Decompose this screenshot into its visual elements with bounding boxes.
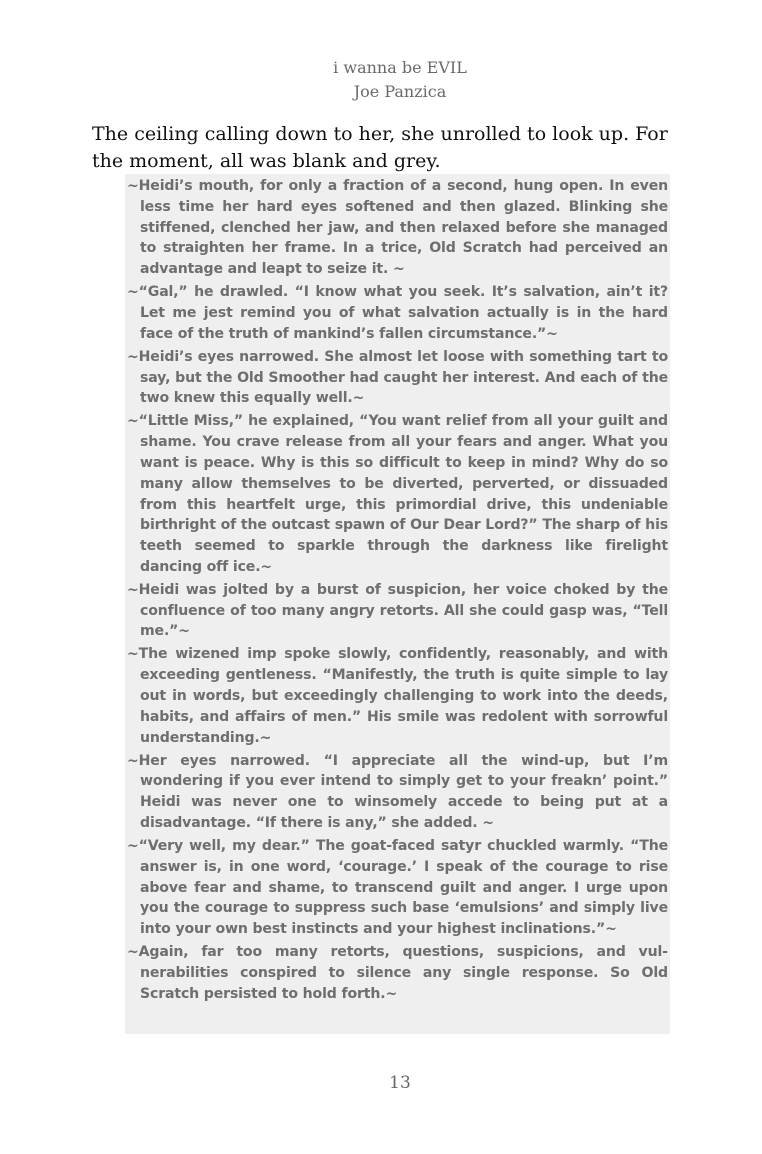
dialogue-block (125, 174, 670, 1034)
page-number: 13 (389, 1073, 411, 1093)
dialogue-paragraph: ~Again, far too many retorts, questions, suspicions, and vulnerabilities conspired to silence any single response. So Old Scratch persisted to hold forth.~ (127, 944, 668, 1002)
dialogue-paragraph: ~Heidi’s mouth, for only a fraction of a second, hung open. In even less time her hard eyes softened and then glazed. Blinking she stiffened, clenched her jaw, and then relaxed before she managed to straighten her frame. In a trice, Old Scratch had perceived an advantage and leapt to seize it. ~ (127, 178, 668, 278)
intro-paragraph: The ceiling calling down to her, she unrolled to look up. For the moment, all was blank and grey. (92, 123, 668, 172)
dialogue-paragraph: ~Heidi’s eyes narrowed. She almost let loose with something tart to say, but the Old Smoother had caught her interest. And each of the two knew this equally well.~ (127, 348, 668, 407)
dialogue-paragraph: ~“Very well, my dear.” The goat-faced satyr chuckled warmly. “The answer is, in one word, ‘courage.’ I speak of the courage to rise above fear and shame, to transcend guilt and anger. I urge upon you the courage to suppress such base ‘emulsions’ and simply live into your own best instincts and your highest inclinations.”~ (127, 838, 668, 938)
running-header (0, 56, 762, 104)
dialogue-paragraph: ~“Little Miss,” he explained, “You want relief from all your guilt and shame. You crave release from all your fears and anger. What you want is peace. Why is this so difficult to keep in mind? Why do so many allow themselves to be diverted, perverted, or dissuaded from this heartfelt urge, this primordial drive, this undeniable birthright of the outcast spawn of Our Dear Lord?” The sharp of his teeth seemed to sparkle through the darkness like firelight dancing off ice.~ (127, 413, 668, 575)
dialogue-paragraph: ~The wizened imp spoke slowly, confidently, reasonably, and with exceeding gentleness. “Manifestly, the truth is quite simple to lay out in words, but exceedingly challenging to work into the deeds, habits, and affairs of men.” His smile was redolent with sorrowful understanding.~ (127, 646, 668, 746)
dialogue-paragraph: ~Heidi was jolted by a burst of suspicion, her voice choked by the confluence of too many angry retorts. All she could gasp was, “Tell me.”~ (127, 581, 668, 640)
author-name: Joe Panzica (353, 82, 447, 101)
dialogue-paragraph: ~“Gal,” he drawled. “I know what you seek. It’s salvation, ain’t it? Let me jest remind you of what salvation actually is in the hard face of the truth of mankind’s fallen circumstance.”~ (127, 284, 668, 342)
dialogue-paragraph: ~Her eyes narrowed. “I appreciate all the wind-up, but I’m wondering if you ever intend to simply get to your freakn’ point.” Heidi was never one to winsomely accede to being put at a disadvantage. “If there is any,” she added. ~ (127, 752, 668, 832)
book-title: i wanna be EVIL (333, 58, 467, 77)
